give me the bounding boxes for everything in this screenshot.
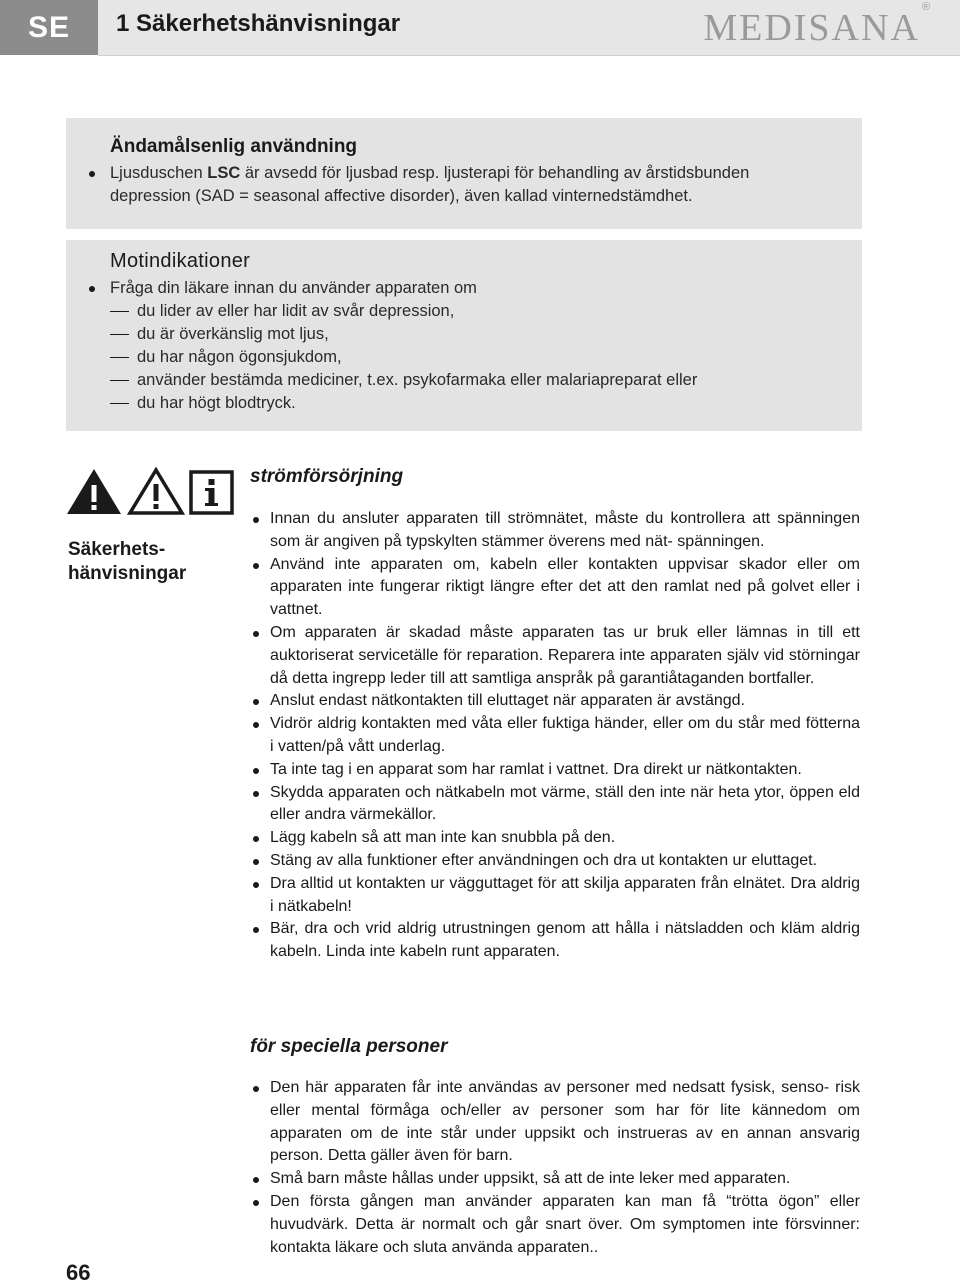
list-item: Vidrör aldrig kontakten med våta eller fuktiga händer, eller om du står med fötterna i vatten/på vått underlag. [270, 713, 860, 759]
list-item: Innan du ansluter apparaten till strömnätet, måste du kontrollera att spänningen som är angiven på typskylten stämmer överens med nät- spänningen. [270, 508, 860, 554]
intended-use-heading: Ändamålsenlig användning [110, 136, 358, 157]
list-item: Använd inte apparaten om, kabeln eller kontakten uppvisar skador eller om apparaten inte fungerar riktigt längre efter det att den ramlat ned på golvet eller i vattnet. [270, 554, 860, 622]
list-item: Den här apparaten får inte användas av personer med nedsatt fysisk, senso- risk eller mental förmåga och/eller av personer som har för lite kännedom om apparaten om de inte står under uppsikt och instrueras av en annan ansvarig person. Detta gäller även för barn. [270, 1077, 860, 1168]
contraindication-item: du är överkänslig mot ljus, [110, 323, 822, 346]
contraindication-item: använder bestämda mediciner, t.ex. psykofarmaka eller malariapreparat eller [110, 369, 822, 392]
intended-use-text [110, 162, 822, 208]
medisana-logo [703, 1, 932, 50]
list-item: Om apparaten är skadad måste apparaten tas ur bruk eller lämnas in till ett auktoriserat servicetälle för reparation. Reparera inte apparaten själv vid störningar då detta ingrepp leder till att samtliga anspråk på garantiåtaganden bortfaller. [270, 622, 860, 690]
sidebar-title [68, 538, 186, 586]
contraindications-list [110, 300, 822, 415]
list-item: Ta inte tag i en apparat som har ramlat i vattnet. Dra direkt ur nätkontakten. [270, 759, 860, 782]
power-supply-heading: strömförsörjning [250, 466, 404, 487]
contraindications-box [66, 240, 862, 431]
intended-use-text-post: är avsedd för ljusbad resp. ljusterapi för behandling av årstidsbunden depression (SAD = seasonal affective disorder), även kallad vinternedstämdhet. [110, 164, 750, 205]
logo-text: MEDISANA [703, 7, 920, 49]
language-tab [0, 0, 98, 55]
warning-filled-icon [67, 469, 121, 514]
safety-icons [63, 466, 238, 516]
list-item: Dra alltid ut kontakten ur vägguttaget för att skilja apparaten från elnätet. Dra aldrig i nätkabeln! [270, 873, 860, 919]
sidebar-title-line2: hänvisningar [68, 563, 187, 584]
page-header [98, 0, 960, 56]
list-item: Lägg kabeln så att man inte kan snubbla på den. [270, 827, 860, 850]
list-item: Små barn måste hållas under uppsikt, så att de inte leker med apparaten. [270, 1168, 860, 1191]
special-persons-heading: för speciella personer [250, 1036, 448, 1057]
list-item: Anslut endast nätkontakten till eluttaget när apparaten är avstängd. [270, 690, 860, 713]
warning-outline-icon [130, 470, 182, 513]
registered-mark: ® [921, 1, 932, 14]
contraindications-intro: Fråga din läkare innan du använder apparaten om [110, 277, 822, 300]
power-supply-list [270, 508, 860, 964]
contraindications-heading: Motindikationer [110, 250, 251, 272]
info-icon [191, 472, 232, 513]
contraindication-item: du lider av eller har lidit av svår depression, [110, 300, 822, 323]
list-item: Skydda apparaten och nätkabeln mot värme, ställ den inte när heta ytor, öppen eld eller andra värmekällor. [270, 782, 860, 828]
intended-use-text-pre: Ljusduschen [110, 164, 208, 182]
list-item: Stäng av alla funktioner efter användningen och dra ut kontakten ur eluttaget. [270, 850, 860, 873]
contraindication-item: du har någon ögonsjukdom, [110, 346, 822, 369]
page-title: 1 Säkerhetshänvisningar [116, 10, 401, 37]
language-code: SE [27, 10, 71, 44]
special-persons-list [270, 1077, 860, 1259]
contraindication-item: du har högt blodtryck. [110, 392, 822, 415]
list-item: Den första gången man använder apparaten kan man få “trötta ögon” eller huvudvärk. Detta är normalt och går snart över. Om symptomen inte försvinner: kontakta läkare och sluta använda apparaten.. [270, 1191, 860, 1259]
list-item: Bär, dra och vrid aldrig utrustningen genom att hålla i nätsladden och kläm aldrig kabeln. Linda inte kabeln runt apparaten. [270, 918, 860, 964]
sidebar-title-line1: Säkerhets- [68, 539, 166, 560]
intended-use-box [66, 118, 862, 229]
page-number: 66 [66, 1260, 91, 1285]
product-name: LSC [207, 164, 241, 182]
